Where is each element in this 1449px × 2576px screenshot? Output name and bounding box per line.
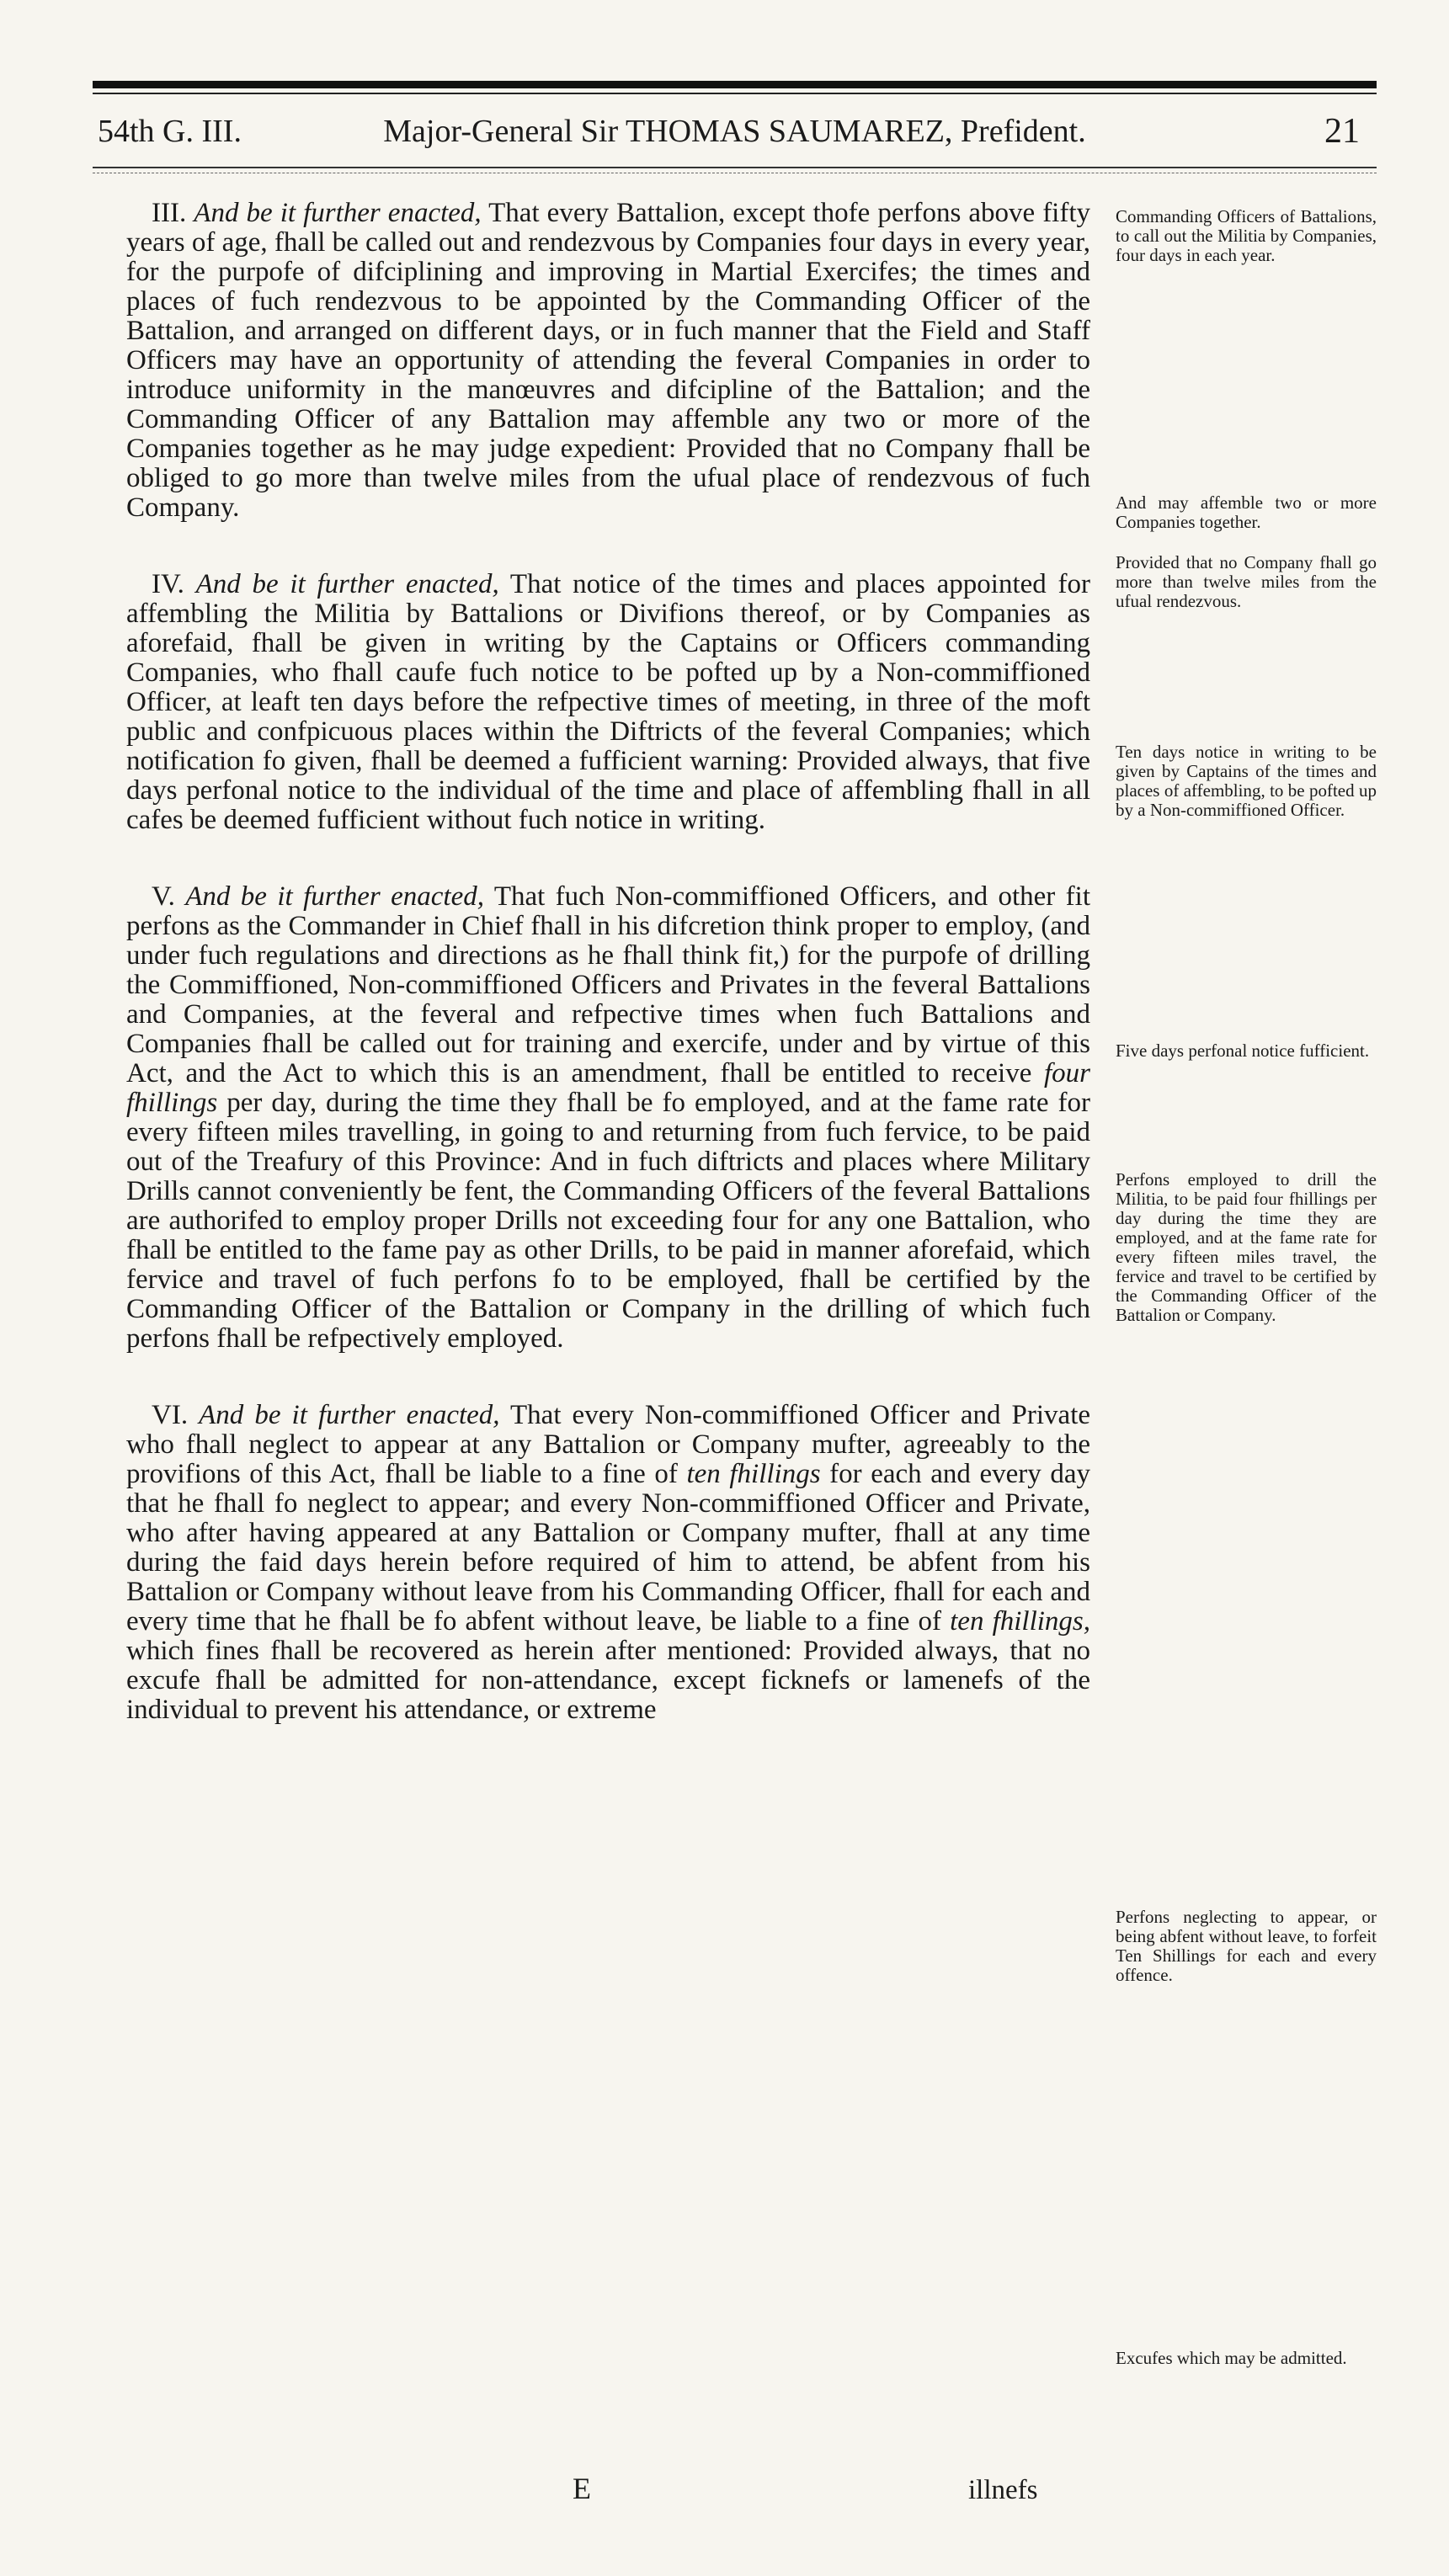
running-header	[93, 106, 1377, 157]
enacting-clause: And be it further enacted,	[199, 1400, 500, 1430]
header-rule-thick	[93, 81, 1377, 88]
section-paragraph	[126, 1401, 1090, 1725]
enacting-clause: And be it further enacted,	[185, 881, 484, 912]
section-number: IV.	[152, 569, 184, 599]
fine-amount-second: ten fhillings,	[950, 1606, 1090, 1637]
pay-amount: four fhillings	[126, 1058, 1091, 1118]
section-number: VI.	[152, 1400, 189, 1430]
catchword: illnefs	[968, 2475, 1038, 2505]
section-text: That every Non-commiffioned Officer and Private who fhall neglect to appear at any Battalion or Company mufter, agreeably to the provifions of this Act, fhall be liable to a fine of	[126, 1400, 1091, 1489]
running-title: Major-General Sir THOMAS SAUMAREZ, Prefident.	[383, 114, 1086, 149]
enacting-clause: And be it further enacted,	[195, 569, 499, 599]
section-v	[126, 882, 1090, 1354]
section-vi	[126, 1401, 1090, 1725]
margin-note-five-days: Five days perfonal notice fufficient.	[1116, 1041, 1370, 1061]
section-text-continued: for each and every day that he fhall fo neglect to appear; and every Non-commiffioned Officer and Private, who after having appeared at any Battalion or Company mufter, fhall at any time during the faid days herein before required of him to attend, be abfent from his Battalion or Company without leave from his Commanding Officer, fhall for each and every time that he fhall be fo abfent without leave, be liable to a fine of	[126, 1459, 1091, 1637]
regnal-year: 54th G. III.	[98, 114, 242, 149]
section-paragraph	[126, 570, 1090, 835]
section-iii	[126, 199, 1090, 523]
page-number: 21	[1324, 112, 1360, 151]
signature-mark: E	[573, 2472, 591, 2505]
section-paragraph	[126, 199, 1090, 523]
section-text: That every Battalion, except thofe perfons above fifty years of age, fhall be called out and rendezvous by Companies four days in every year, for the purpofe of difciplining and improving in Martial Exercifes; the times and places of fuch rendezvous to be appointed by the Commanding Officer of the Battalion, and arranged on different days, or in fuch manner that the Field and Staff Officers may have an opportunity of attending the feveral Companies in order to introduce uniformity in the manœuvres and difcipline of the Battalion; and the Commanding Officer of any Battalion may affemble any two or more of the Companies together as he may judge expedient: Provided that no Company fhall be obliged to go more than twelve miles from the ufual place of rendezvous of fuch Company.	[126, 198, 1091, 523]
section-text-continued: per day, during the time they fhall be fo employed, and at the fame rate for every fifteen miles travelling, in going to and returning from fuch fervice, to be paid out of the Treafury of this Province: And in fuch diftricts and places where Military Drills cannot conveniently be fent, the Commanding Officers of the feveral Battalions are authorifed to employ proper Drills not exceeding four for any one Battalion, who fhall be entitled to the fame pay as other Drills, to be paid in manner aforefaid, which fervice and travel of fuch perfons fo to be employed, fhall be certified by the Commanding Officer of the Battalion or Company in the drilling of which fuch perfons fhall be refpectively employed.	[126, 1088, 1091, 1354]
main-text-column	[126, 199, 1090, 1772]
margin-note-ten-days-notice: Ten days notice in writing to be given by Captains of the times and places of affembling, to be pofted up by a Non-commiffioned Officer.	[1116, 742, 1377, 820]
margin-note-battalions: Commanding Officers of Battalions, to call out the Militia by Companies, four days in each year.	[1116, 206, 1377, 265]
section-text: That fuch Non-commiffioned Officers, and other fit perfons as the Commander in Chief fhall in his difcretion think proper to employ, (and under fuch regulations and directions as he fhall think fit,) for the purpofe of drilling the Commiffioned, Non-commiffioned Officers and Privates in the feveral Battalions and Companies, at the feveral and refpective times when fuch Battalions and Companies fhall be called out for training and exercife, under and by virtue of this Act, and the Act to which this is an amendment, fhall be entitled to receive	[126, 881, 1091, 1088]
section-text: That notice of the times and places appointed for affembling the Militia by Battalions or Divifions thereof, or by Companies as aforefaid, fhall be given in writing by the Captains or Officers commanding Companies, who fhall caufe fuch notice to be pofted up by a Non-commiffioned Officer, at leaft ten days before the refpective times of meeting, in three of the moft public and confpicuous places within the Diftricts of the feveral Companies; which notification fo given, fhall be deemed a fufficient warning: Provided always, that five days perfonal notice to the individual of the time and place of affembling fhall in all cafes be deemed fufficient without fuch notice in writing.	[126, 569, 1090, 835]
margin-note-excuses: Excufes which may be admitted.	[1116, 2348, 1347, 2368]
header-rule-thin	[93, 93, 1377, 94]
margin-note-drills-pay: Perfons employed to drill the Militia, to be paid four fhillings per day during the time they are employed, and at the fame rate for every fifteen miles travel, the fervice and travel to be certified by the Commanding Officer of the Battalion or Company.	[1116, 1169, 1377, 1325]
fine-amount: ten fhillings	[686, 1459, 821, 1489]
enacting-clause: And be it further enacted,	[194, 198, 482, 228]
section-iv	[126, 570, 1090, 835]
section-text-final: which fines fhall be recovered as herein after mentioned: Provided always, that no excufe fhall be admitted for non-attendance, except ficknefs or lamenefs of the individual to prevent his attendance, or extreme	[126, 1636, 1090, 1725]
margin-note-fines: Perfons neglecting to appear, or being abfent without leave, to forfeit Ten Shillings for each and every offence.	[1116, 1907, 1377, 1985]
section-paragraph	[126, 882, 1090, 1354]
section-number: III.	[152, 198, 187, 228]
header-underline	[93, 167, 1377, 168]
margin-note-twelve-miles: Provided that no Company fhall go more than twelve miles from the ufual rendezvous.	[1116, 552, 1377, 611]
section-number: V.	[152, 881, 175, 912]
margin-note-assemble: And may affemble two or more Companies together.	[1116, 492, 1377, 532]
